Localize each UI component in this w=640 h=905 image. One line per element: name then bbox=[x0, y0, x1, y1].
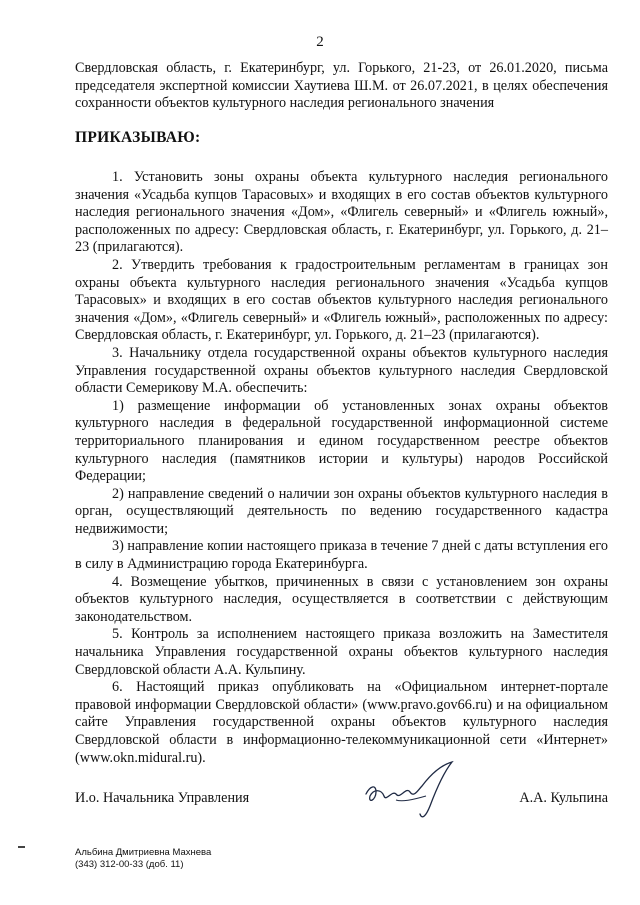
margin-mark bbox=[18, 846, 25, 848]
order-subitem: 1) размещение информации об установленных зонах охраны объектов культурного наследия в федеральной государственной информационной системе территориального планирования и едином государственном реестре объектов культурного наследия (памятников истории и культуры) народов Российской Федерации; bbox=[75, 397, 608, 485]
intro-paragraph: Свердловская область, г. Екатеринбург, ул. Горького, 21-23, от 26.01.2020, письма председателя экспертной комиссии Хаутиева Ш.М. от 26.07.2021, в целях обеспечения сохранности объектов культурного наследия регионального значения bbox=[75, 60, 608, 112]
order-item: 1. Установить зоны охраны объекта культурного наследия регионального значения «Усадьба купцов Тарасовых» и входящих в его состав объектов культурного наследия регионального значения «Дом», «Флигель северный» и «Флигель южный», расположенных по адресу: Свердловская область, г. Екатеринбург, ул. Горького, д. 21–23 (прилагаются). bbox=[75, 169, 608, 256]
order-item: 4. Возмещение убытков, причиненных в связи с установлением зон охраны объектов культурного наследия, осуществляется в соответствии с действующим законодательством. bbox=[75, 573, 608, 625]
order-heading: ПРИКАЗЫВАЮ: bbox=[75, 129, 201, 146]
signatory-title: И.о. Начальника Управления bbox=[75, 790, 250, 806]
signatory-name: А.А. Кульпина bbox=[519, 790, 608, 806]
contact-name: Альбина Дмитриевна Махнева bbox=[75, 847, 212, 858]
order-items bbox=[75, 169, 608, 767]
order-item: 3. Начальнику отдела государственной охраны объектов культурного наследия Управления государственной охраны объектов культурного наследия Свердловской области Семерикову М.А. обеспечить: bbox=[75, 344, 608, 397]
order-subitem: 3) направление копии настоящего приказа в течение 7 дней с даты вступления его в силу в Администрацию города Екатеринбурга. bbox=[75, 538, 608, 573]
page-number: 2 bbox=[316, 34, 324, 50]
handwritten-signature bbox=[356, 756, 476, 826]
order-subitem: 2) направление сведений о наличии зон охраны объектов культурного наследия в орган, осуществляющий деятельность по ведению государственного кадастра недвижимости; bbox=[75, 485, 608, 537]
contact-phone: (343) 312-00-33 (доб. 11) bbox=[75, 859, 184, 870]
order-item: 6. Настоящий приказ опубликовать на «Официальном интернет-портале правовой информации Свердловской области» (www.pravo.gov66.ru) и на официальном сайте Управления государственной охраны объектов культурного наследия Свердловской области в информационно-телекоммуникационной сети «Интернет» (www.okn.midural.ru). bbox=[75, 679, 608, 766]
order-item: 5. Контроль за исполнением настоящего приказа возложить на Заместителя начальника Управления государственной охраны объектов культурного наследия Свердловской области А.А. Кульпину. bbox=[75, 626, 608, 678]
order-item: 2. Утвердить требования к градостроительным регламентам в границах зон охраны объекта культурного наследия регионального значения «Усадьба купцов Тарасовых» и входящих в его состав объектов культурного наследия регионального значения «Дом», «Флигель северный» и «Флигель южный», расположенных по адресу: Свердловская область, г. Екатеринбург, ул. Горького, д. 21–23 (прилагаются). bbox=[75, 256, 608, 344]
